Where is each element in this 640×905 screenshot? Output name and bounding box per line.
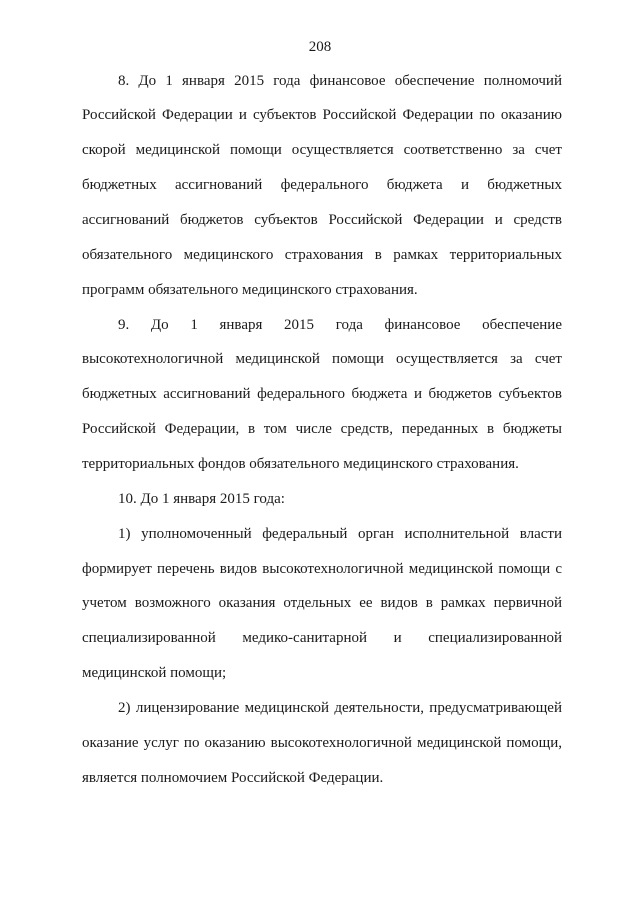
paragraph-8-line: ассигнований бюджетов субъектов Российской Федерации и средств	[82, 212, 562, 228]
paragraph-9-line: 9. До 1 января 2015 года финансовое обеспечение	[118, 317, 562, 333]
paragraph-8-line: программ обязательного медицинского страхования.	[82, 282, 418, 298]
paragraph-9-line: территориальных фондов обязательного медицинского страхования.	[82, 456, 519, 472]
item-2-line: 2) лицензирование медицинской деятельности, предусматривающей	[118, 700, 562, 716]
paragraph-8-line: обязательного медицинского страхования в рамках территориальных	[82, 247, 562, 263]
paragraph-8-line: скорой медицинской помощи осуществляется соответственно за счет	[82, 142, 562, 158]
item-1-line: 1) уполномоченный федеральный орган исполнительной власти	[118, 526, 562, 542]
paragraph-8-line: Российской Федерации и субъектов Российской Федерации по оказанию	[82, 107, 562, 123]
item-2-line: оказание услуг по оказанию высокотехнологичной медицинской помощи,	[82, 735, 562, 751]
paragraph-10-line: 10. До 1 января 2015 года:	[118, 491, 285, 507]
item-1-line: учетом возможного оказания отдельных ее видов в рамках первичной	[82, 595, 562, 611]
item-1-line: формирует перечень видов высокотехнологичной медицинской помощи с	[82, 561, 562, 577]
item-1-line: специализированной медико-санитарной и специализированной	[82, 630, 562, 646]
item-1-line: медицинской помощи;	[82, 665, 227, 681]
paragraph-9-line: бюджетных ассигнований федерального бюджета и бюджетов субъектов	[82, 386, 562, 402]
paragraph-9-line: Российской Федерации, в том числе средств, переданных в бюджеты	[82, 421, 562, 437]
paragraph-8-line: 8. До 1 января 2015 года финансовое обеспечение полномочий	[118, 73, 562, 89]
paragraph-8-line: бюджетных ассигнований федерального бюджета и бюджетных	[82, 177, 562, 193]
paragraph-9-line: высокотехнологичной медицинской помощи осуществляется за счет	[82, 351, 562, 367]
page-number: 208	[308, 39, 332, 55]
item-2-line: является полномочием Российской Федерации.	[82, 770, 384, 786]
